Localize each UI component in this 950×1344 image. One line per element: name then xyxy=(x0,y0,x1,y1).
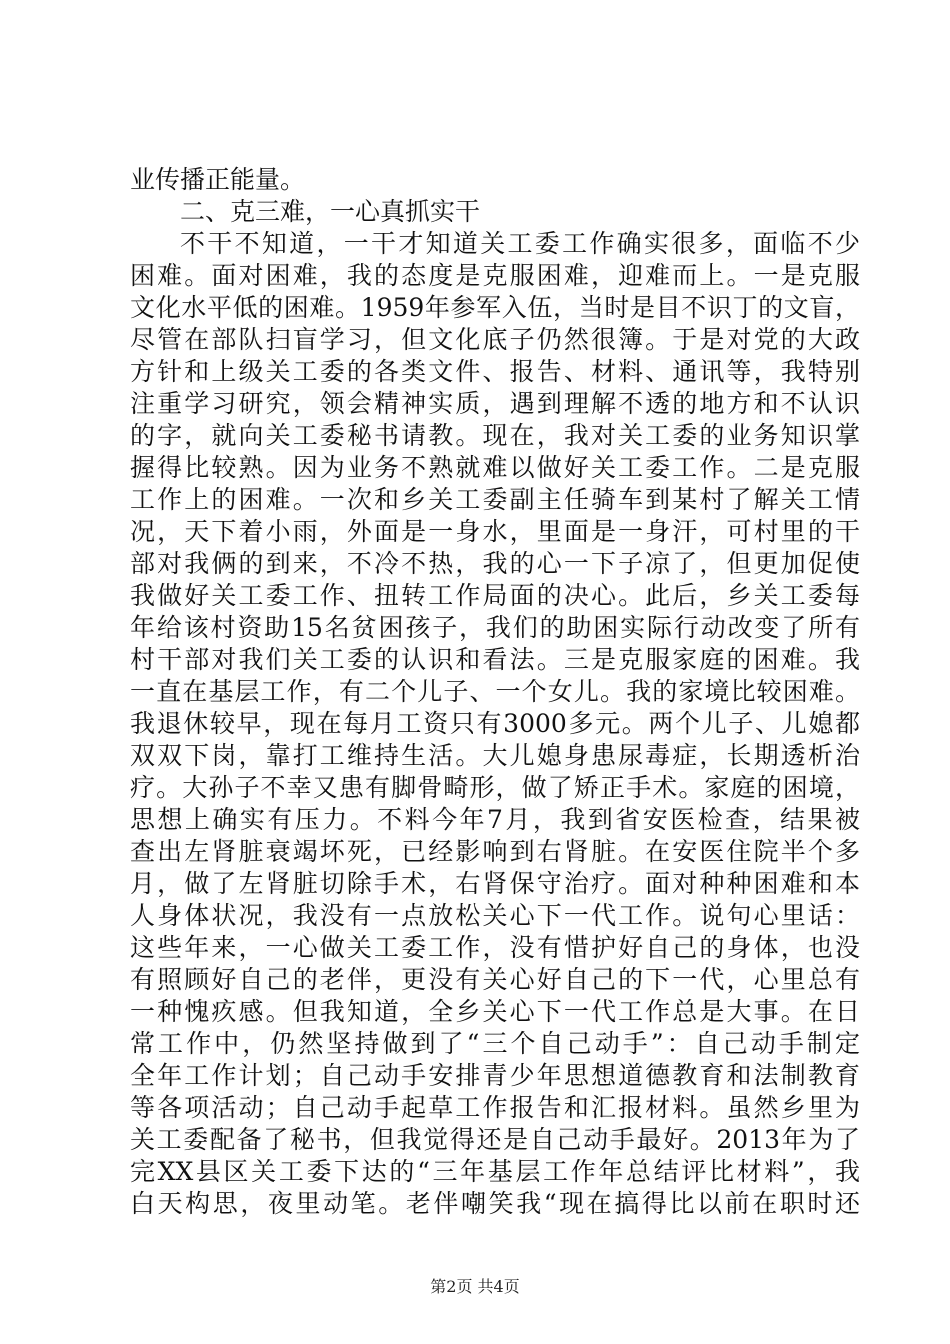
text-line: 等各项活动；自己动手起草工作报告和汇报材料。虽然乡里为 xyxy=(130,1093,860,1122)
text-line: 这些年来，一心做关工委工作，没有惜护好自己的身体，也没 xyxy=(130,933,860,962)
text-line: 不干不知道，一干才知道关工委工作确实很多，面临不少 xyxy=(180,229,860,258)
text-line: 疗。大孙子不幸又患有脚骨畸形，做了矫正手术。家庭的困境， xyxy=(130,773,860,802)
text-line: 常工作中，仍然坚持做到了“三个自己动手”：自己动手制定 xyxy=(130,1029,860,1058)
text-line: 况，天下着小雨，外面是一身水，里面是一身汗，可村里的干 xyxy=(130,517,860,546)
text-line: 完XX县区关工委下达的“三年基层工作年总结评比材料”，我 xyxy=(130,1157,860,1186)
text-line: 业传播正能量。 xyxy=(130,165,306,194)
text-line: 月，做了左肾脏切除手术，右肾保守治疗。面对种种困难和本 xyxy=(130,869,860,898)
text-line: 年给该村资助15名贫困孩子，我们的助困实际行动改变了所有 xyxy=(130,613,860,642)
text-line: 我退休较早，现在每月工资只有3000多元。两个儿子、儿媳都 xyxy=(130,709,860,738)
text-line: 注重学习研究，领会精神实质，遇到理解不透的地方和不认识 xyxy=(130,389,860,418)
text-line: 查出左肾脏衰竭坏死，已经影响到右肾脏。在安医住院半个多 xyxy=(130,837,860,866)
text-line: 尽管在部队扫盲学习，但文化底子仍然很簿。于是对党的大政 xyxy=(130,325,860,354)
text-line: 白天构思，夜里动笔。老伴嘲笑我“现在搞得比以前在职时还 xyxy=(130,1189,860,1218)
text-line: 方针和上级关工委的各类文件、报告、材料、通讯等，我特别 xyxy=(130,357,860,386)
text-line: 握得比较熟。因为业务不熟就难以做好关工委工作。二是克服 xyxy=(130,453,860,482)
text-line: 关工委配备了秘书，但我觉得还是自己动手最好。2013年为了 xyxy=(130,1125,860,1154)
text-line: 村干部对我们关工委的认识和看法。三是克服家庭的困难。我 xyxy=(130,645,860,674)
text-line: 全年工作计划；自己动手安排青少年思想道德教育和法制教育 xyxy=(130,1061,860,1090)
text-line: 一直在基层工作，有二个儿子、一个女儿。我的家境比较困难。 xyxy=(130,677,860,706)
text-line: 困难。面对困难，我的态度是克服困难，迎难而上。一是克服 xyxy=(130,261,860,290)
text-line: 有照顾好自己的老伴，更没有关心好自己的下一代，心里总有 xyxy=(130,965,860,994)
page-footer xyxy=(0,1277,950,1297)
text-line: 我做好关工委工作、扭转工作局面的决心。此后，乡关工委每 xyxy=(130,581,860,610)
text-line: 一种愧疚感。但我知道，全乡关心下一代工作总是大事。在日 xyxy=(130,997,860,1026)
text-line: 部对我俩的到来，不冷不热，我的心一下子凉了，但更加促使 xyxy=(130,549,860,578)
text-line: 文化水平低的困难。1959年参军入伍，当时是目不识丁的文盲， xyxy=(130,293,860,322)
text-line: 双双下岗，靠打工维持生活。大儿媳身患尿毒症，长期透析治 xyxy=(130,741,860,770)
text-line: 人身体状况，我没有一点放松关心下一代工作。说句心里话： xyxy=(130,901,860,930)
text-line: 二、克三难，一心真抓实干 xyxy=(180,197,481,226)
text-line: 的字，就向关工委秘书请教。现在，我对关工委的业务知识掌 xyxy=(130,421,860,450)
text-line: 思想上确实有压力。不料今年7月，我到省安医检查，结果被 xyxy=(130,805,860,834)
body-text xyxy=(130,164,860,1220)
page-number-label: 第2页 共4页 xyxy=(430,1277,520,1296)
text-line: 工作上的困难。一次和乡关工委副主任骑车到某村了解关工情 xyxy=(130,485,860,514)
